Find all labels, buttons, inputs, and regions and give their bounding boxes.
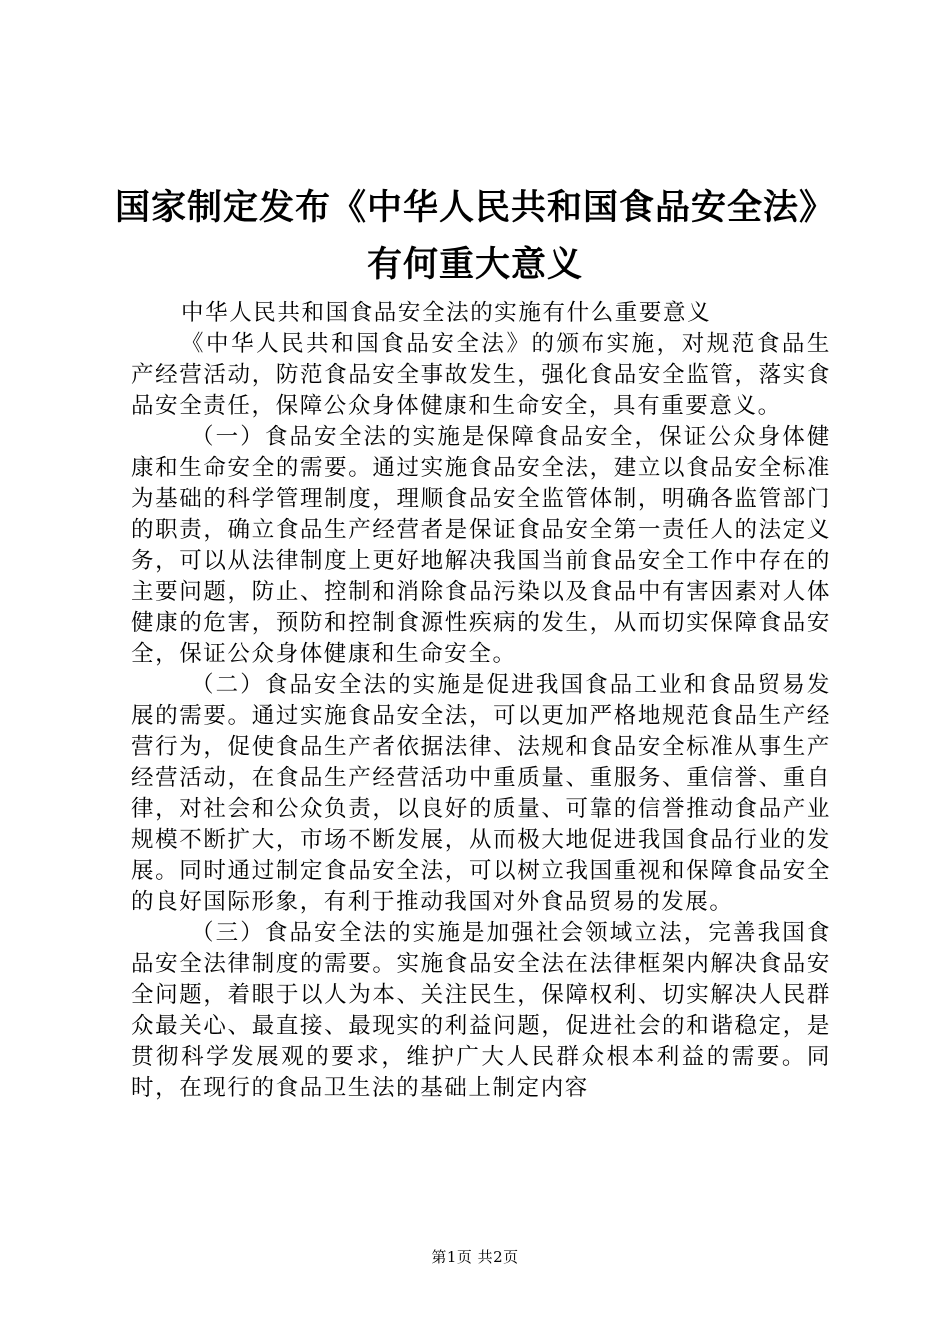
section-3-paragraph: （三）食品安全法的实施是加强社会领域立法，完善我国食品安全法律制度的需要。实施食品安全法在法律框架内解决食品安全问题，着眼于以人为本、关注民生，保障权利、切实解决人民群众最关心、最直接、最现实的利益问题，促进社会的和谐稳定，是贯彻科学发展观的要求，维护广大人民群众根本利益的需要。同时，在现行的食品卫生法的基础上制定内容 <box>131 920 831 1101</box>
document-body <box>131 298 831 1104</box>
document-title-line-1: 国家制定发布《中华人民共和国食品安全法》 <box>114 188 835 228</box>
document-subtitle: 中华人民共和国食品安全法的实施有什么重要意义 <box>181 300 712 326</box>
page-number-footer: 第1页 共2页 <box>431 1248 519 1266</box>
intro-paragraph: 《中华人民共和国食品安全法》的颁布实施，对规范食品生产经营活动，防范食品安全事故发生，强化食品安全监管，落实食品安全责任，保障公众身体健康和生命安全，具有重要意义。 <box>131 331 831 419</box>
section-1-paragraph: （一）食品安全法的实施是保障食品安全，保证公众身体健康和生命安全的需要。通过实施食品安全法，建立以食品安全标准为基础的科学管理制度，理顺食品安全监管体制，明确各监管部门的职责，确立食品生产经营者是保证食品安全第一责任人的法定义务，可以从法律制度上更好地解决我国当前食品安全工作中存在的主要问题，防止、控制和消除食品污染以及食品中有害因素对人体健康的危害，预防和控制食源性疾病的发生，从而切实保障食品安全，保证公众身体健康和生命安全。 <box>131 424 831 667</box>
document-title-line-2: 有何重大意义 <box>366 245 583 285</box>
section-2-paragraph: （二）食品安全法的实施是促进我国食品工业和食品贸易发展的需要。通过实施食品安全法，可以更加严格地规范食品生产经营行为，促使食品生产者依据法律、法规和食品安全标准从事生产经营活动，在食品生产经营活功中重质量、重服务、重信誉、重自律，对社会和公众负责，以良好的质量、可靠的信誉推动食品产业规模不断扩大，市场不断发展，从而极大地促进我国食品行业的发展。同时通过制定食品安全法，可以树立我国重视和保障食品安全的良好国际形象，有利于推动我国对外食品贸易的发展。 <box>131 672 831 915</box>
